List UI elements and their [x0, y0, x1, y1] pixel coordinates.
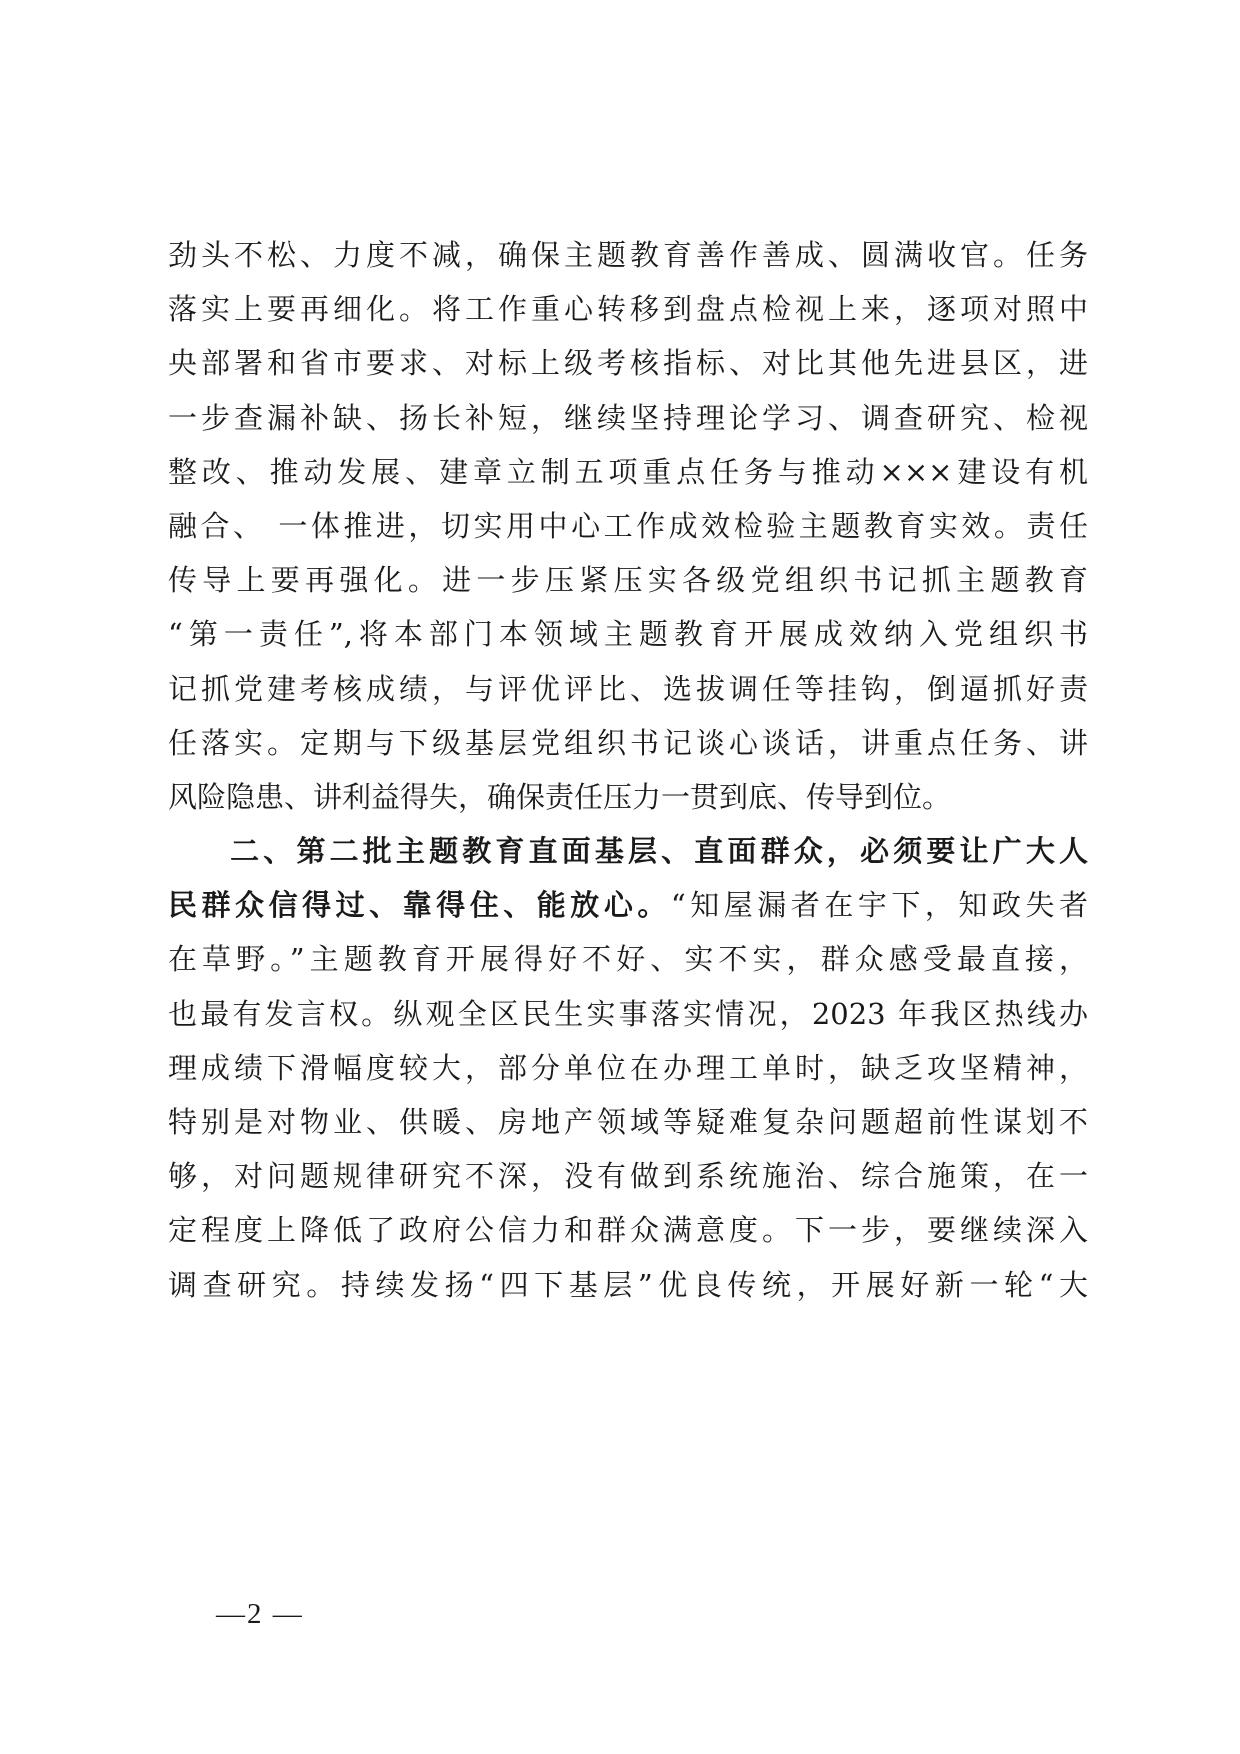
paragraph-line: 理成绩下滑幅度较大，部分单位在办理工单时，缺乏攻坚精神，: [168, 1050, 1088, 1085]
section-heading: 二、第二批主题教育直面基层、直面群众，必须要让广大人: [226, 834, 1088, 869]
paragraph-line: 劲头不松、力度不减，确保主题教育善作善成、圆满收官。任务: [168, 238, 1088, 272]
paragraph-line: “第一责任”,将本部门本领域主题教育开展成效纳入党组织书: [168, 617, 1088, 652]
section-heading-line: [168, 824, 1088, 878]
document-body: [168, 228, 1088, 1312]
paragraph-line: 特别是对物业、供暖、房地产领域等疑难复杂问题超前性谋划不: [168, 1105, 1088, 1139]
paragraph-line: 央部署和省市要求、对标上级考核指标、对比其他先进县区，进: [168, 346, 1088, 381]
paragraph-line: 整改、推动发展、建章立制五项重点任务与推动×××建设有机: [168, 454, 1088, 489]
paragraph-line: 传导上要再强化。进一步压紧压实各级党组织书记抓主题教育: [168, 563, 1088, 598]
paragraph-line: 也最有发言权。纵观全区民生实事落实情况，2023 年我区热线办: [168, 996, 1088, 1031]
paragraph-line: 够，对问题规律研究不深，没有做到系统施治、综合施策，在一: [168, 1159, 1088, 1194]
quotation-text: “知屋漏者在宇下，知政失者: [670, 888, 1088, 923]
section-heading-continued: 民群众信得过、靠得住、能放心。: [168, 888, 671, 923]
paragraph-line: 融合、 一体推进，切实用中心工作成效检验主题教育实效。责任: [168, 508, 1088, 543]
paragraph-line: 定程度上降低了政府公信力和群众满意度。下一步，要继续深入: [168, 1213, 1088, 1248]
paragraph-line: 风险隐患、讲利益得失，确保责任压力一贯到底、传导到位。: [168, 779, 952, 814]
paragraph-line: 在草野。”主题教育开展得好不好、实不实，群众感受最直接，: [168, 942, 1088, 977]
section-heading-line: [168, 878, 1088, 932]
paragraph-line: 一步查漏补缺、扬长补短，继续坚持理论学习、调查研究、检视: [168, 400, 1088, 435]
page-number: —2 —: [216, 1598, 304, 1630]
paragraph-line: 任落实。定期与下级基层党组织书记谈心谈话，讲重点任务、讲: [168, 725, 1088, 760]
paragraph-line: 调查研究。持续发扬“四下基层”优良传统，开展好新一轮“大: [168, 1267, 1088, 1302]
paragraph-line: 记抓党建考核成绩，与评优评比、选拔调任等挂钩，倒逼抓好责: [168, 671, 1088, 706]
paragraph-line: 落实上要再细化。将工作重心转移到盘点检视上来，逐项对照中: [168, 292, 1088, 327]
